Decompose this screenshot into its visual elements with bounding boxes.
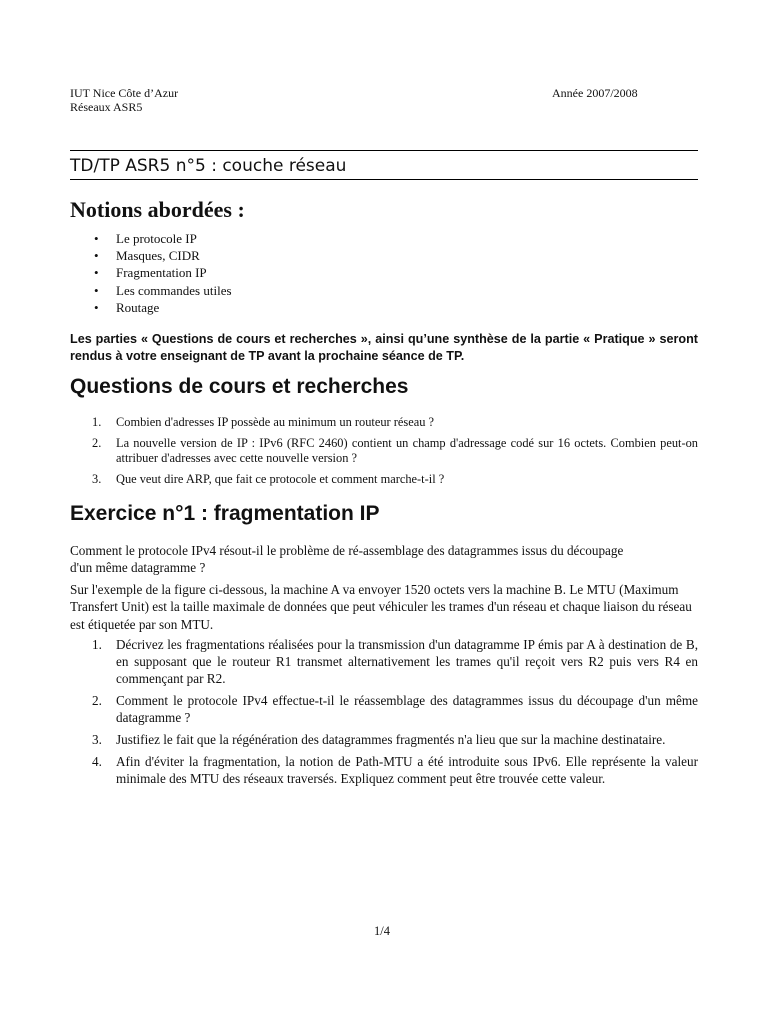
course-name: Réseaux ASR5 <box>70 100 143 114</box>
item-number: 1. <box>92 637 102 652</box>
item-number: 4. <box>92 754 102 769</box>
notions-heading: Notions abordées : <box>70 197 245 222</box>
list-item: • Routage <box>92 299 492 316</box>
list-item: • Fragmentation IP <box>92 264 492 281</box>
submission-note: Les parties « Questions de cours et recherches », ainsi qu’une synthèse de la partie « Pratique » seront rendus à votre enseignant de TP avant la prochaine séance de TP. <box>70 332 698 363</box>
list-item <box>92 753 698 787</box>
notions-list <box>92 230 492 316</box>
list-item <box>92 436 698 466</box>
item-text: Que veut dire ARP, que fait ce protocole et comment marche-t-il ? <box>116 472 445 486</box>
questions-list <box>92 415 698 487</box>
item-number: 2. <box>92 693 102 708</box>
list-item: • Les commandes utiles <box>92 282 492 299</box>
item-number: 3. <box>92 472 102 486</box>
document-title: TD/TP ASR5 n°5 : couche réseau <box>70 150 698 180</box>
exercise-intro: Comment le protocole IPv4 résout-il le problème de ré-assemblage des datagrammes issus du découpage d'un même datagramme ? <box>70 543 624 576</box>
list-item <box>92 692 698 726</box>
item-text: Combien d'adresses IP possède au minimum un routeur réseau ? <box>116 415 435 429</box>
item-text: Afin d'éviter la fragmentation, la notion de Path-MTU a été introduite sous IPv6. Elle représente la valeur minimale des MTU des réseaux traversés. Expliquez comment peut être trouvée cette valeur. <box>116 754 698 786</box>
item-number: 3. <box>92 732 102 747</box>
institution-name: IUT Nice Côte d’Azur <box>70 86 179 100</box>
academic-year: Année 2007/2008 <box>552 86 638 100</box>
item-text: Justifiez le fait que la régénération des datagrammes fragmentés n'a lieu que sur la machine destinataire. <box>116 732 666 747</box>
list-item: • Le protocole IP <box>92 230 492 247</box>
questions-heading: Questions de cours et recherches <box>70 375 409 398</box>
page-number: 1/4 <box>374 924 390 938</box>
list-item <box>92 415 698 430</box>
list-item <box>92 472 698 487</box>
item-text: Décrivez les fragmentations réalisées pour la transmission d'un datagramme IP émis par A à destination de B, en supposant que le routeur R1 transmet alternativement les trames qu'il reçoit vers R2 puis vers R4 en commençant par R2. <box>116 637 698 686</box>
list-item: • Masques, CIDR <box>92 247 492 264</box>
exercise-questions <box>92 636 698 787</box>
item-number: 2. <box>92 436 102 450</box>
item-text: Comment le protocole IPv4 effectue-t-il le réassemblage des datagrammes issus du découpage d'un même datagramme ? <box>116 693 698 725</box>
item-number: 1. <box>92 415 102 429</box>
list-item <box>92 636 698 687</box>
exercise-context: Sur l'exemple de la figure ci-dessous, la machine A va envoyer 1520 octets vers la machine B. Le MTU (Maximum Transfert Unit) est la taille maximale de données que peut véhiculer les trames d'un réseau et chaque liaison du réseau est étiquetée par son MTU. <box>70 582 692 632</box>
list-item <box>92 731 698 748</box>
exercise-heading: Exercice n°1 : fragmentation IP <box>70 502 380 525</box>
item-text: La nouvelle version de IP : IPv6 (RFC 2460) contient un champ d'adressage codé sur 16 octets. Combien peut-on attribuer d'adresses avec cette nouvelle version ? <box>116 436 698 465</box>
